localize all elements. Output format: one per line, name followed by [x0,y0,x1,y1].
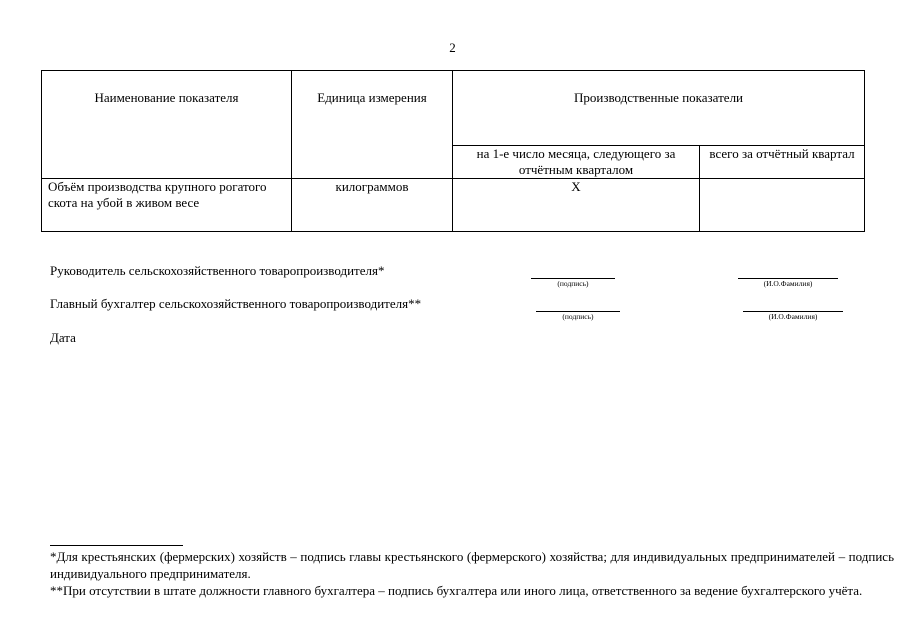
head-name-field: (И.О.Фамилия) [738,278,838,289]
production-table [41,70,865,232]
header-unit: Единица измерения [292,71,453,179]
cell-unit: килограммов [292,179,453,232]
cell-quarter-total [700,179,865,232]
header-production: Производственные показатели [453,71,865,146]
header-quarter-total: всего за отчётный квартал [700,146,865,179]
header-first-of-month: на 1-е число месяца, следующего за отчётным кварталом [453,146,700,179]
footnote-first: *Для крестьянских (фермерских) хозяйств – подпись главы крестьянского (фермерского) хозяйства; для индивидуальных предпринимателей – подпись индивидуального предпринимателя. [50,549,894,581]
table-row [42,179,865,232]
cell-first-of-month: Х [453,179,700,232]
head-signature-label: Руководитель сельскохозяйственного товаропроизводителя* [50,263,385,278]
footnote-divider [50,545,183,546]
accountant-signature-field: (подпись) [536,311,620,322]
accountant-signature-label: Главный бухгалтер сельскохозяйственного товаропроизводителя** [50,296,422,311]
date-label: Дата [50,330,76,345]
accountant-name-field: (И.О.Фамилия) [743,311,843,322]
header-indicator-name: Наименование показателя [42,71,292,179]
cell-indicator: Объём производства крупного рогатого скота на убой в живом весе [42,179,292,232]
footnote-second: **При отсутствии в штате должности главного бухгалтера – подпись бухгалтера или иного лица, ответственного за ведение бухгалтерского учёта. [50,583,863,598]
page-number: 2 [449,40,456,55]
head-signature-field: (подпись) [531,278,615,289]
